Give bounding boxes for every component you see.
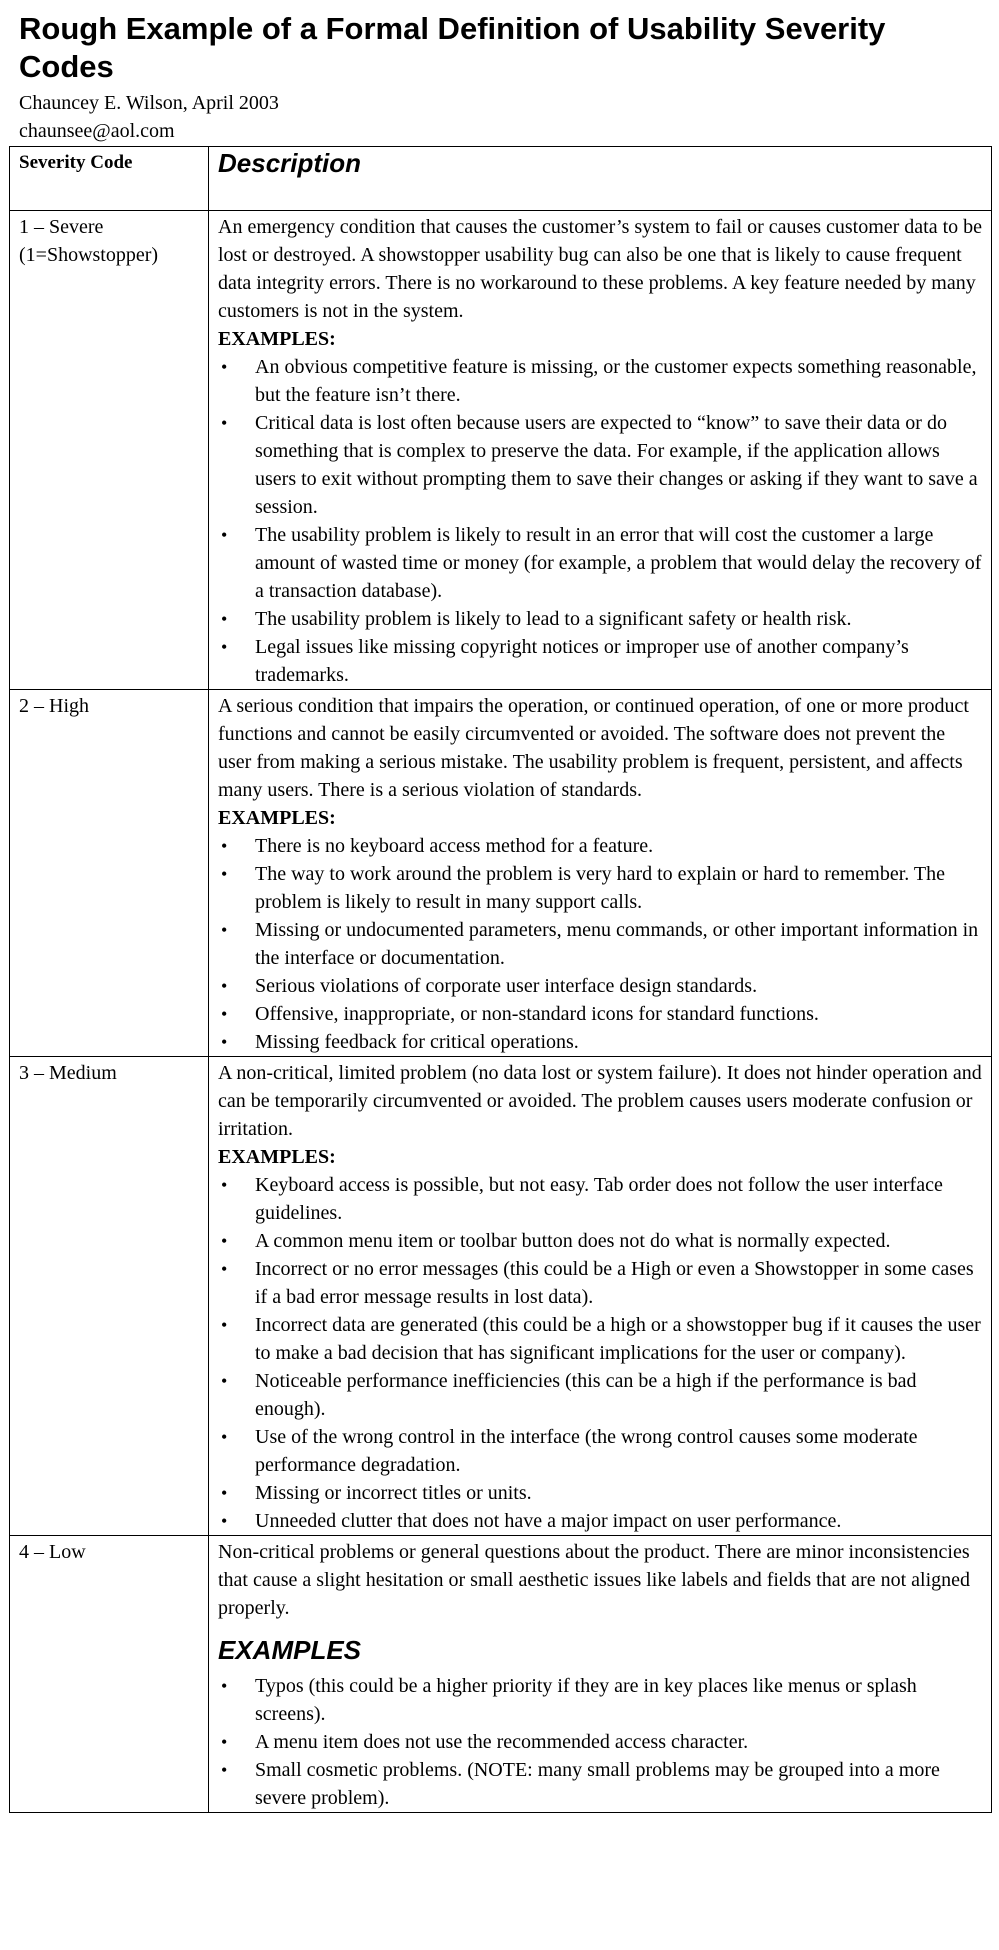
example-item: • The usability problem is likely to lead to a significant safety or health risk.: [218, 605, 983, 633]
example-item: • Missing or incorrect titles or units.: [218, 1479, 983, 1507]
example-item: • Missing feedback for critical operations.: [218, 1028, 983, 1056]
example-item: • Noticeable performance inefficiencies (this can be a high if the performance is bad enough).: [218, 1367, 983, 1423]
example-item: • Missing or undocumented parameters, menu commands, or other important information in the interface or documentation.: [218, 916, 983, 972]
example-item: • Small cosmetic problems. (NOTE: many small problems may be grouped into a more severe problem).: [218, 1756, 983, 1812]
example-item: • There is no keyboard access method for a feature.: [218, 832, 983, 860]
example-item: • An obvious competitive feature is missing, or the customer expects something reasonable, but the feature isn’t there.: [218, 353, 983, 409]
example-item: • A common menu item or toolbar button does not do what is normally expected.: [218, 1227, 983, 1255]
author-line: Chauncey E. Wilson, April 2003: [19, 92, 279, 114]
description-text: Non-critical problems or general questions about the product. There are minor inconsistencies that cause a slight hesitation or small aesthetic issues like labels and fields that are not aligned properly.: [218, 1541, 971, 1619]
example-item: • A menu item does not use the recommended access character.: [218, 1728, 983, 1756]
description-cell: [209, 211, 992, 690]
examples-list: [218, 1171, 983, 1535]
example-item: • Keyboard access is possible, but not easy. Tab order does not follow the user interface guidelines.: [218, 1171, 983, 1227]
example-item: • The usability problem is likely to result in an error that will cost the customer a large amount of wasted time or money (for example, a problem that would delay the recovery of a transaction database).: [218, 521, 983, 605]
examples-label: EXAMPLES:: [218, 328, 336, 350]
example-item: • Legal issues like missing copyright notices or improper use of another company’s trademarks.: [218, 633, 983, 689]
table-row-low: [10, 1536, 992, 1813]
example-item: • Incorrect data are generated (this could be a high or a showstopper bug if it causes the user to make a bad decision that has significant implications for the user or company).: [218, 1311, 983, 1367]
severity-table: [9, 146, 992, 1813]
table-row-medium: [10, 1057, 992, 1536]
examples-list: [218, 353, 983, 689]
description-cell: [209, 1536, 992, 1813]
description-cell: [209, 690, 992, 1057]
table-row-high: [10, 690, 992, 1057]
examples-list: [218, 1672, 983, 1812]
example-item: • Serious violations of corporate user interface design standards.: [218, 972, 983, 1000]
description-header: Description: [209, 147, 992, 211]
description-text: A serious condition that impairs the operation, or continued operation, of one or more product functions and cannot be easily circumvented or avoided. The software does not prevent the user from making a serious mistake. The usability problem is frequent, persistent, and affects many users. There is a serious violation of standards.: [218, 695, 969, 801]
example-item: • Unneeded clutter that does not have a major impact on user performance.: [218, 1507, 983, 1535]
table-row-severe: [10, 211, 992, 690]
example-item: • The way to work around the problem is very hard to explain or hard to remember. The problem is likely to result in many support calls.: [218, 860, 983, 916]
description-text: A non-critical, limited problem (no data lost or system failure). It does not hinder operation and can be temporarily circumvented or avoided. The problem causes users moderate confusion or irritation.: [218, 1062, 982, 1140]
severity-code-cell: 2 – High: [10, 690, 209, 1057]
severity-code-cell: 1 – Severe (1=Showstopper): [10, 211, 209, 690]
example-item: • Offensive, inappropriate, or non-standard icons for standard functions.: [218, 1000, 983, 1028]
severity-code-cell: 4 – Low: [10, 1536, 209, 1813]
table-header-row: [10, 147, 992, 211]
example-item: • Critical data is lost often because users are expected to “know” to save their data or do something that is complex to preserve the data. For example, if the application allows users to exit without prompting them to save their changes or asking if they want to save a session.: [218, 409, 983, 521]
document-title: Rough Example of a Formal Definition of Usability Severity Codes: [19, 11, 886, 84]
author-email: chaunsee@aol.com: [19, 120, 175, 142]
example-item: • Use of the wrong control in the interface (the wrong control causes some moderate performance degradation.: [218, 1423, 983, 1479]
description-text: An emergency condition that causes the customer’s system to fail or causes customer data to be lost or destroyed. A showstopper usability bug can also be one that is likely to cause frequent data integrity errors. There is no workaround to these problems. A key feature needed by many customers is not in the system.: [218, 216, 983, 322]
example-item: • Incorrect or no error messages (this could be a High or even a Showstopper in some cases if a bad error message results in lost data).: [218, 1255, 983, 1311]
example-item: • Typos (this could be a higher priority if they are in key places like menus or splash screens).: [218, 1672, 983, 1728]
severity-code-cell: 3 – Medium: [10, 1057, 209, 1536]
examples-label: EXAMPLES:: [218, 1146, 336, 1168]
severity-code-header: Severity Code: [10, 147, 209, 211]
examples-list: [218, 832, 983, 1056]
description-cell: [209, 1057, 992, 1536]
examples-label: EXAMPLES: [218, 1635, 362, 1665]
examples-label: EXAMPLES:: [218, 807, 336, 829]
